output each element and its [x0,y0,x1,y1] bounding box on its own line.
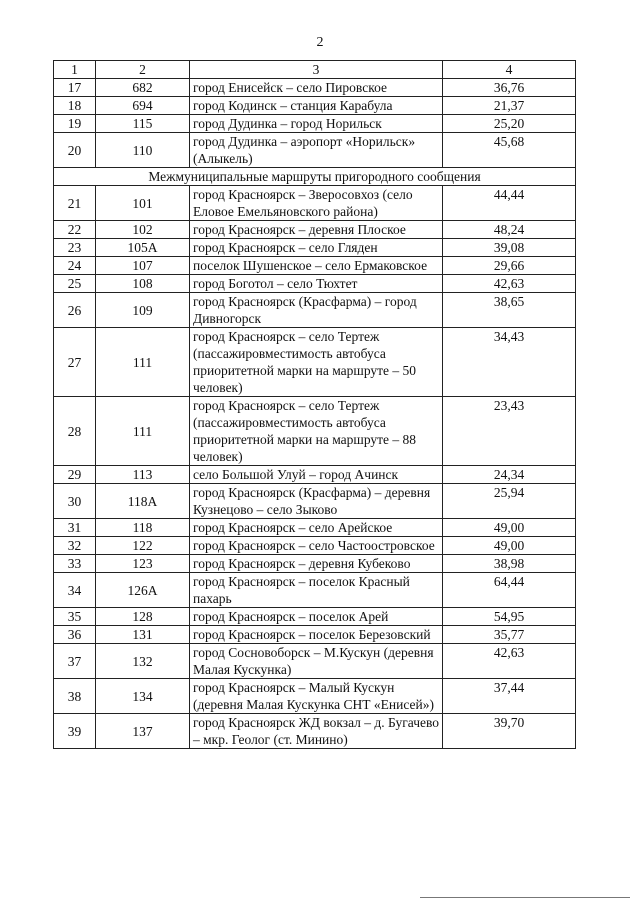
route-name: поселок Шушенское – село Ермаковское [190,257,443,275]
table-row [54,573,576,608]
route-value: 39,70 [443,714,576,749]
row-number: 31 [54,519,96,537]
route-name: город Красноярск – село Частоостровское [190,537,443,555]
header-cell-3: 3 [190,61,443,79]
table-row [54,644,576,679]
row-number: 36 [54,626,96,644]
route-value: 48,24 [443,221,576,239]
row-number: 24 [54,257,96,275]
route-value: 64,44 [443,573,576,608]
table-row [54,626,576,644]
route-name: город Красноярск (Красфарма) – город Дивногорск [190,293,443,328]
row-number: 38 [54,679,96,714]
route-value: 42,63 [443,644,576,679]
route-code: 682 [96,79,190,97]
route-name: город Красноярск – поселок Арей [190,608,443,626]
route-value: 45,68 [443,133,576,168]
route-code: 109 [96,293,190,328]
route-value: 39,08 [443,239,576,257]
section-row [54,168,576,186]
route-code: 101 [96,186,190,221]
route-name: город Красноярск – поселок Красный пахарь [190,573,443,608]
table-row [54,714,576,749]
route-name: город Красноярск ЖД вокзал – д. Бугачево – мкр. Геолог (ст. Минино) [190,714,443,749]
row-number: 19 [54,115,96,133]
route-code: 111 [96,397,190,466]
route-value: 38,98 [443,555,576,573]
route-name: город Красноярск – поселок Березовский [190,626,443,644]
route-value: 35,77 [443,626,576,644]
bottom-rule [420,897,630,898]
row-number: 26 [54,293,96,328]
row-number: 17 [54,79,96,97]
route-name: село Большой Улуй – город Ачинск [190,466,443,484]
route-value: 38,65 [443,293,576,328]
row-number: 29 [54,466,96,484]
route-code: 105А [96,239,190,257]
table-header-row [54,61,576,79]
route-name: город Красноярск (Красфарма) – деревня Кузнецово – село Зыково [190,484,443,519]
route-code: 118 [96,519,190,537]
route-code: 107 [96,257,190,275]
route-name: город Красноярск – деревня Плоское [190,221,443,239]
table-row [54,257,576,275]
route-value: 29,66 [443,257,576,275]
row-number: 27 [54,328,96,397]
row-number: 20 [54,133,96,168]
row-number: 28 [54,397,96,466]
route-name: город Красноярск – село Тертеж (пассажировместимость автобуса приоритетной марки на маршруте – 88 человек) [190,397,443,466]
row-number: 34 [54,573,96,608]
table-row [54,328,576,397]
route-code: 102 [96,221,190,239]
table-row [54,466,576,484]
route-code: 113 [96,466,190,484]
row-number: 23 [54,239,96,257]
row-number: 30 [54,484,96,519]
row-number: 25 [54,275,96,293]
route-value: 24,34 [443,466,576,484]
route-name: город Красноярск – Малый Кускун (деревня Малая Кускунка СНТ «Енисей») [190,679,443,714]
table-row [54,97,576,115]
table-row [54,537,576,555]
route-value: 42,63 [443,275,576,293]
route-code: 118А [96,484,190,519]
table-row [54,115,576,133]
route-value: 25,94 [443,484,576,519]
route-value: 54,95 [443,608,576,626]
route-name: город Красноярск – Зверосовхоз (село Еловое Емельяновского района) [190,186,443,221]
route-code: 137 [96,714,190,749]
route-code: 111 [96,328,190,397]
header-cell-2: 2 [96,61,190,79]
route-value: 49,00 [443,537,576,555]
table-row [54,519,576,537]
row-number: 22 [54,221,96,239]
row-number: 21 [54,186,96,221]
route-value: 23,43 [443,397,576,466]
route-code: 123 [96,555,190,573]
route-name: город Красноярск – село Гляден [190,239,443,257]
page-number: 2 [316,35,324,50]
table-row [54,555,576,573]
table-row [54,239,576,257]
route-code: 134 [96,679,190,714]
route-code: 122 [96,537,190,555]
table-row [54,275,576,293]
route-value: 44,44 [443,186,576,221]
route-code: 115 [96,115,190,133]
section-title: Межмуниципальные маршруты пригородного сообщения [54,168,576,186]
header-cell-1: 1 [54,61,96,79]
row-number: 35 [54,608,96,626]
route-name: город Красноярск – деревня Кубеково [190,555,443,573]
route-code: 126А [96,573,190,608]
header-cell-4: 4 [443,61,576,79]
route-name: город Боготол – село Тюхтет [190,275,443,293]
row-number: 32 [54,537,96,555]
route-value: 25,20 [443,115,576,133]
row-number: 37 [54,644,96,679]
route-name: город Сосновоборск – М.Кускун (деревня Малая Кускунка) [190,644,443,679]
route-value: 49,00 [443,519,576,537]
table-row [54,679,576,714]
route-code: 110 [96,133,190,168]
route-name: город Дудинка – аэропорт «Норильск» (Алыкель) [190,133,443,168]
route-name: город Красноярск – село Тертеж (пассажировместимость автобуса приоритетной марки на маршруте – 50 человек) [190,328,443,397]
route-code: 694 [96,97,190,115]
table-row [54,293,576,328]
table-row [54,133,576,168]
route-code: 131 [96,626,190,644]
route-code: 108 [96,275,190,293]
route-value: 34,43 [443,328,576,397]
table-row [54,79,576,97]
route-code: 128 [96,608,190,626]
route-value: 37,44 [443,679,576,714]
row-number: 33 [54,555,96,573]
table-row [54,608,576,626]
route-value: 21,37 [443,97,576,115]
table-row [54,484,576,519]
route-name: город Дудинка – город Норильск [190,115,443,133]
route-value: 36,76 [443,79,576,97]
routes-table [53,60,576,749]
row-number: 18 [54,97,96,115]
row-number: 39 [54,714,96,749]
table-row [54,221,576,239]
route-name: город Енисейск – село Пировское [190,79,443,97]
route-code: 132 [96,644,190,679]
route-name: город Красноярск – село Арейское [190,519,443,537]
table-row [54,397,576,466]
table-row [54,186,576,221]
route-name: город Кодинск – станция Карабула [190,97,443,115]
